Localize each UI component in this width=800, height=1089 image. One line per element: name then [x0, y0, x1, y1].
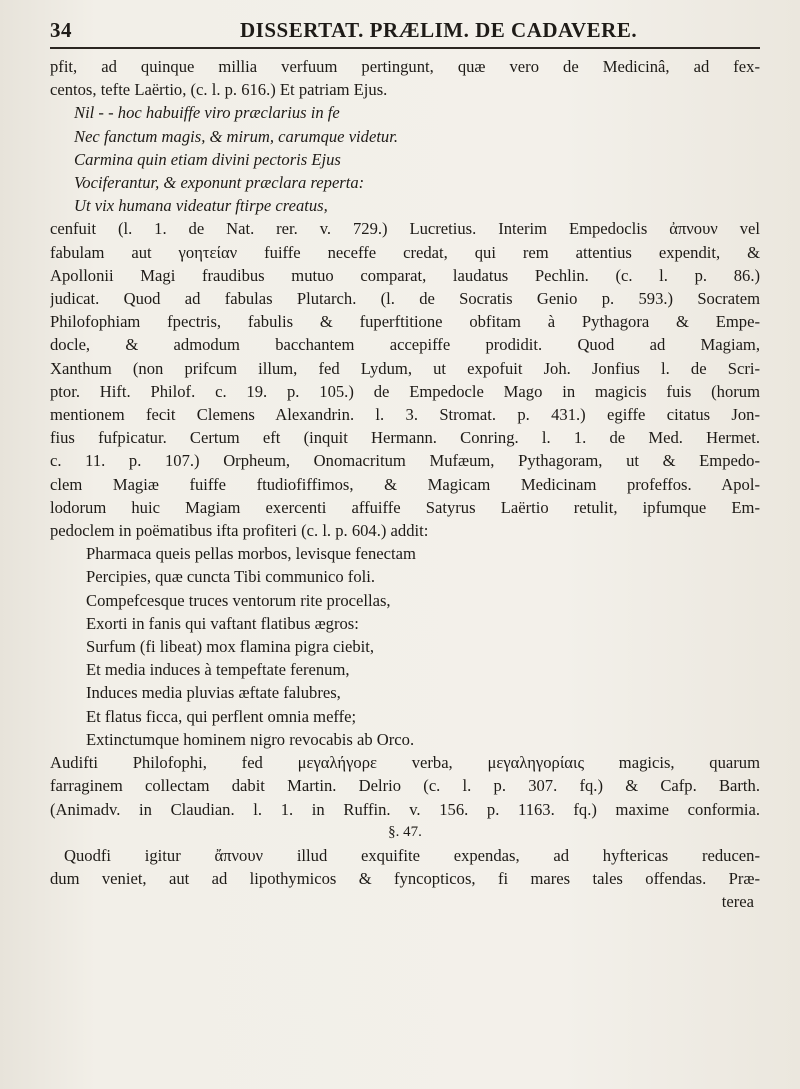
verse-line: Et media induces à tempeftate ferenum, — [86, 660, 350, 680]
text-line: Xanthum (non prifcum illum, fed Lydum, ut expofuit Joh. Jonfius l. de Scri- — [50, 358, 760, 378]
text-line: pfit, ad quinque millia verfuum pertingunt, quæ vero de Medicinâ, ad fex- — [50, 57, 760, 76]
text-line: docle, & admodum bacchantem accepiffe prodidit. Quod ad Magiam, — [50, 335, 760, 355]
page-number: 34 — [50, 18, 72, 42]
text-line: dum veniet, aut ad lipothymicos & fyncopticos, fi mares tales offendas. Præ- — [50, 869, 760, 889]
verse-line: Pharmaca queis pellas morbos, levisque fenectam — [86, 544, 416, 564]
text-line: Audifti Philofophi, fed μεγαλήγορε verba, μεγαληγορίαις magicis, quarum — [50, 753, 760, 773]
verse-line: Vociferantur, & exponunt præclara reperta: — [74, 173, 365, 193]
text-line: fius fufpicatur. Certum eft (inquit Hermann. Conring. l. 1. de Med. Hermet. — [50, 428, 760, 448]
body-text — [50, 55, 760, 914]
text-line: Quodfi igitur ἄπνουν illud exquifite expendas, ad hyftericas reducen- — [64, 845, 760, 865]
verse-line: Exorti in fanis qui vaftant flatibus ægros: — [86, 613, 359, 633]
text-line: lodorum huic Magiam exercenti affuiffe Satyrus Laërtio retulit, ipfumque Em- — [50, 497, 760, 517]
text-line: cenfuit (l. 1. de Nat. rer. v. 729.) Lucretius. Interim Empedoclis ἀπνουν vel — [50, 219, 760, 239]
text-line: c. 11. p. 107.) Orpheum, Onomacritum Mufæum, Pythagoram, ut & Empedo- — [50, 451, 760, 471]
text-line: Apollonii Magi fraudibus mutuo comparat, laudatus Pechlin. (c. l. p. 86.) — [50, 265, 760, 285]
text-line: judicat. Quod ad fabulas Plutarch. (l. de Socratis Genio p. 593.) Socratem — [50, 289, 760, 309]
section-number: §. 47. — [388, 823, 422, 840]
running-title: DISSERTAT. PRÆLIM. DE CADAVERE. — [240, 18, 638, 42]
catchword: terea — [721, 892, 754, 912]
verse-line: Extinctumque hominem nigro revocabis ab Orco. — [86, 729, 415, 749]
text-line: ptor. Hift. Philof. c. 19. p. 105.) de Empedocle Mago in magicis fuis (horum — [50, 381, 760, 401]
text-line: Philofophiam fpectris, fabulis & fuperftitione obfitam à Pythagora & Empe- — [50, 312, 760, 332]
verse-line: Percipies, quæ cuncta Tibi communico foli. — [86, 567, 375, 587]
text-line: fabulam aut γοητείαν fuiffe neceffe credat, qui rem attentius expendit, & — [50, 242, 760, 262]
header-rule — [50, 47, 760, 49]
verse-line: Surfum (fi libeat) mox flamina pigra ciebit, — [86, 637, 375, 657]
verse-line: Compefcesque truces ventorum rite procellas, — [86, 590, 391, 610]
verse-line: Et flatus ficca, qui perflent omnia meffe; — [86, 706, 357, 726]
text-line: (Animadv. in Claudian. l. 1. in Ruffin. v. 156. p. 1163. fq.) maxime conformia. — [50, 799, 760, 819]
verse-line: Induces media pluvias æftate falubres, — [86, 683, 341, 703]
text-line: clem Magiæ fuiffe ftudiofiffimos, & Magicam Medicinam profeffos. Apol- — [50, 474, 760, 494]
text-line: mentionem fecit Clemens Alexandrin. l. 3. Stromat. p. 431.) egiffe citatus Jon- — [50, 405, 760, 425]
text-line: farraginem collectam dabit Martin. Delrio (c. l. p. 307. fq.) & Cafp. Barth. — [50, 776, 760, 796]
running-head — [50, 18, 770, 47]
verse-line: Ut vix humana videatur ftirpe creatus, — [74, 196, 328, 216]
verse-line: Carmina quin etiam divini pectoris Ejus — [74, 149, 341, 169]
text-line: centos, tefte Laërtio, (c. l. p. 616.) Et patriam Ejus. — [50, 80, 388, 100]
verse-line: Nil - - hoc habuiffe viro præclarius in fe — [74, 103, 340, 123]
text-line: pedoclem in poëmatibus ifta profiteri (c. l. p. 604.) addit: — [50, 521, 429, 541]
verse-line: Nec fanctum magis, & mirum, carumque videtur. — [74, 126, 398, 146]
